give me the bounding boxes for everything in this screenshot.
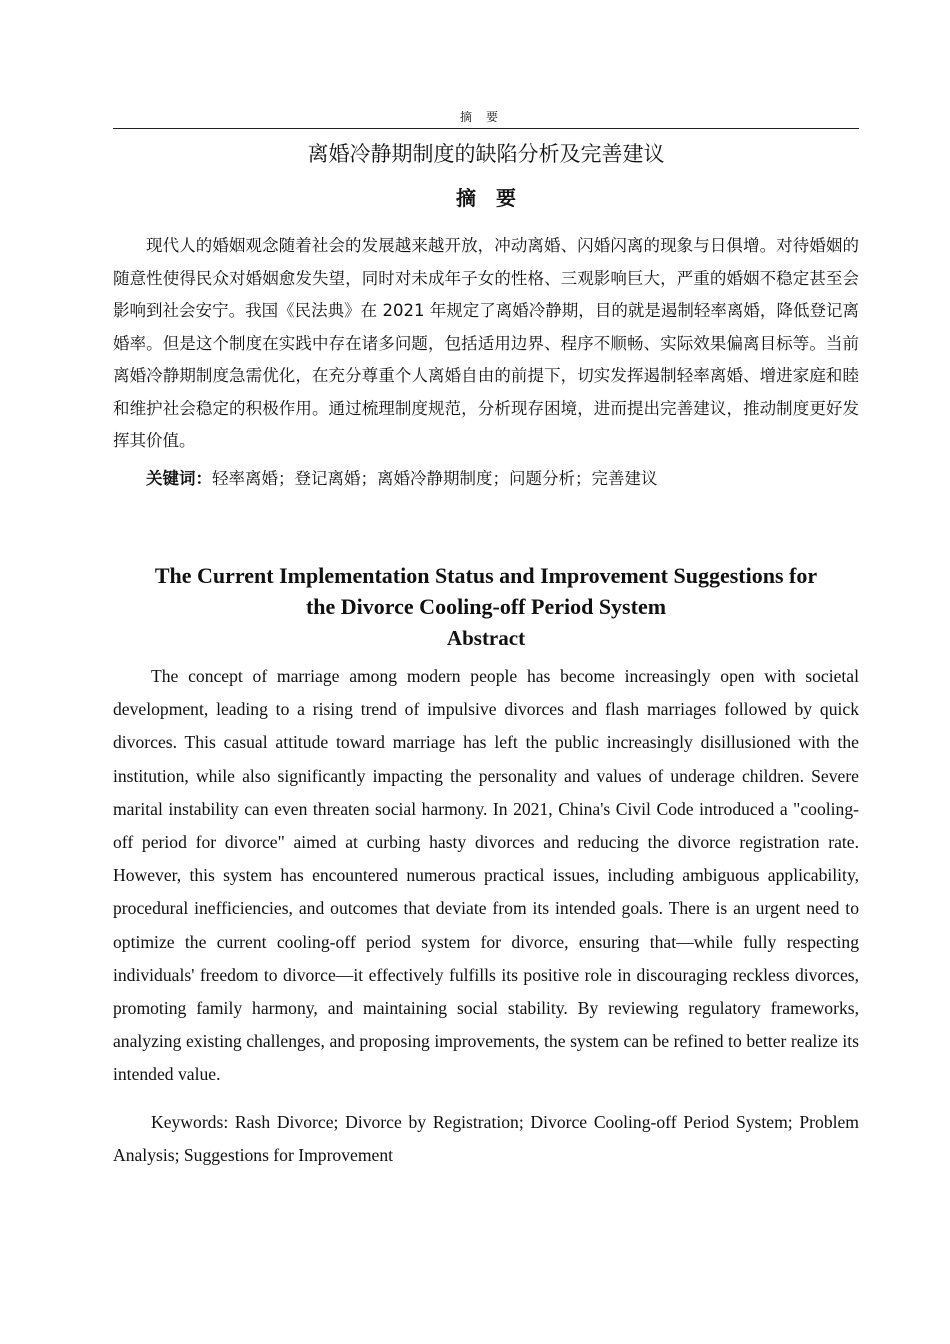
- english-abstract-body: The concept of marriage among modern people has become increasingly open with societal development, leading to a rising trend of impulsive divorces and flash marriages followed by quick divorces. This casual attitude toward marriage has left the public increasingly disillusioned with the institution, while also significantly impacting the personality and values of underage children. Severe marital instability can even threaten social harmony. In 2021, China's Civil Code introduced a "cooling-off period for divorce" aimed at curbing hasty divorces and reducing the divorce registration rate. However, this system has encountered numerous practical issues, including ambiguous applicability, procedural inefficiencies, and outcomes that deviate from its intended goals. There is an urgent need to optimize the current cooling-off period system for divorce, ensuring that—while fully respecting individuals' freedom to divorce—it effectively fulfills its positive role in discouraging reckless divorces, promoting family harmony, and maintaining social stability. By reviewing regulatory frameworks, analyzing existing challenges, and proposing improvements, the system can be refined to better realize its intended value.: [113, 666, 859, 1085]
- english-title: [113, 560, 859, 622]
- chinese-keywords-text: 轻率离婚；登记离婚；离婚冷静期制度；问题分析；完善建议: [212, 469, 658, 488]
- chinese-abstract-body: 现代人的婚姻观念随着社会的发展越来越开放，冲动离婚、闪婚闪离的现象与日俱增。对待婚姻的随意性使得民众对婚姻愈发失望，同时对未成年子女的性格、三观影响巨大，严重的婚姻不稳定甚至会影响到社会安宁。我国《民法典》在 2021 年规定了离婚冷静期，目的就是遏制轻率离婚，降低登记离婚率。但是这个制度在实践中存在诸多问题，包括适用边界、程序不顺畅、实际效果偏离目标等。当前离婚冷静期制度急需优化，在充分尊重个人离婚自由的前提下，切实发挥遏制轻率离婚、增进家庭和睦和维护社会稳定的积极作用。通过梳理制度规范，分析现存困境，进而提出完善建议，推动制度更好发挥其价值。: [113, 236, 859, 450]
- english-title-line-2: the Divorce Cooling-off Period System: [305, 594, 667, 619]
- chinese-keywords: [113, 464, 859, 494]
- english-title-line-1: The Current Implementation Status and Improvement Suggestions for: [154, 563, 818, 588]
- english-keywords: Keywords: Rash Divorce; Divorce by Registration; Divorce Cooling-off Period System; Problem Analysis; Suggestions for Improvement: [113, 1112, 859, 1165]
- english-abstract-heading: Abstract: [446, 626, 526, 650]
- header-rule: [113, 128, 859, 129]
- chinese-keywords-label: 关键词：: [146, 469, 212, 488]
- chinese-abstract-heading: 摘要: [456, 186, 536, 210]
- chinese-title: 离婚冷静期制度的缺陷分析及完善建议: [307, 142, 665, 166]
- running-header: 摘要: [459, 110, 512, 124]
